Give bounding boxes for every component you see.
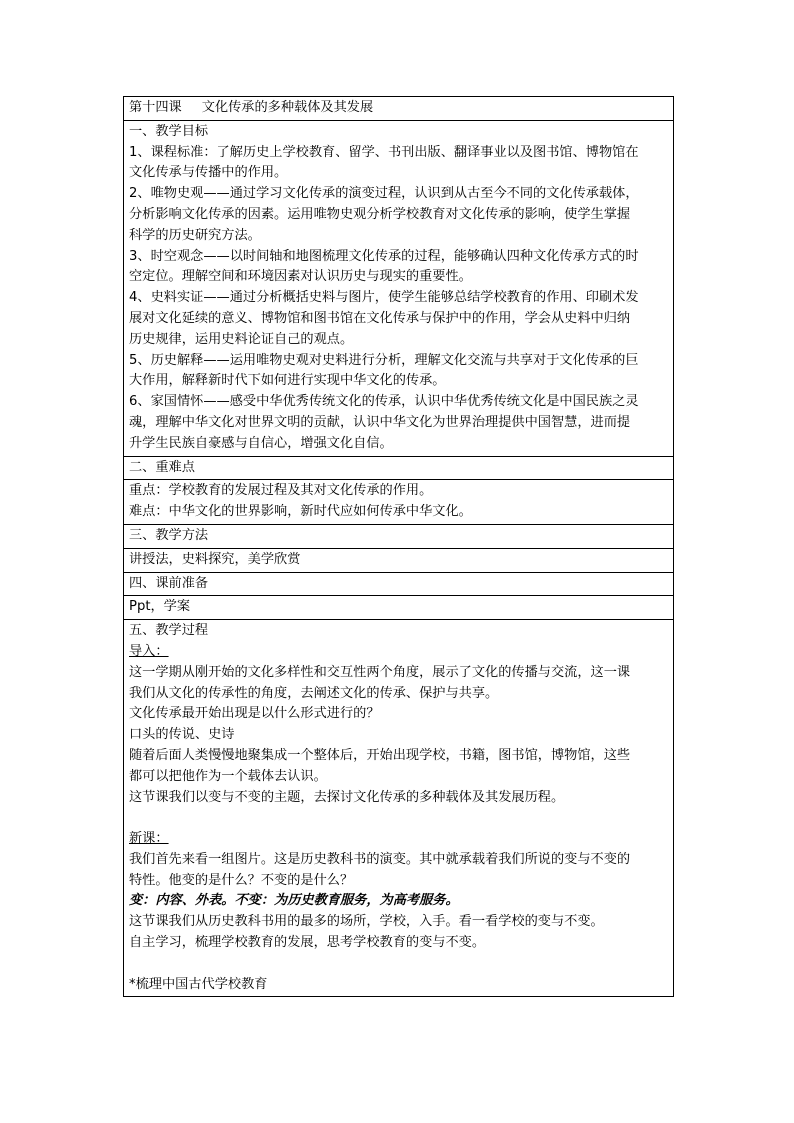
lesson-number: 第十四课 xyxy=(129,100,182,115)
goals-line: 5、历史解释——运用唯物史观对史料进行分析，理解文化交流与共享对于文化传承的巨 xyxy=(129,352,639,368)
goals-line: 升学生民族自豪感与自信心，增强文化自信。 xyxy=(129,435,393,451)
new-lesson-label: 新课： xyxy=(129,831,169,847)
key-points-section xyxy=(124,479,673,524)
prep-text: Ppt，学案 xyxy=(129,599,191,615)
key-points-heading-row xyxy=(124,456,673,480)
methods-text: 讲授法，史料探究，美学欣赏 xyxy=(129,551,301,567)
key-points-heading: 二、重难点 xyxy=(129,459,195,475)
goals-section xyxy=(124,120,673,456)
outline-line: *梳理中国古代学校教育 xyxy=(129,976,268,992)
new-lesson-line: 自主学习，梳理学校教育的发展，思考学校教育的变与不变。 xyxy=(129,935,486,951)
key-point-line: 重点：学校教育的发展过程及其对文化传承的作用。 xyxy=(129,483,433,499)
goals-line: 历史规律，运用史料论证自己的观点。 xyxy=(129,331,354,347)
goals-line: 4、史料实证——通过分析概括史料与图片，使学生能够总结学校教育的作用、印刷术发 xyxy=(129,290,639,306)
emphasis-line: 变：内容、外表。不变：为历史教育服务，为高考服务。 xyxy=(129,893,459,909)
intro-line: 随着后面人类慢慢地聚集成一个整体后，开始出现学校，书籍，图书馆，博物馆，这些 xyxy=(129,747,631,763)
goals-line: 文化传承与传播中的作用。 xyxy=(129,165,288,181)
intro-line: 这节课我们以变与不变的主题，去探讨文化传承的多种载体及其发展历程。 xyxy=(129,789,565,805)
new-lesson-line: 这节课我们从历史教科书用的最多的场所，学校，入手。看一看学校的变与不变。 xyxy=(129,914,604,930)
goals-line: 魂，理解中华文化对世界文明的贡献，认识中华文化为世界治理提供中国智慧，进而提 xyxy=(129,414,631,430)
process-section xyxy=(124,619,673,996)
goals-line: 6、家国情怀——感受中华优秀传统文化的传承，认识中华优秀传统文化是中国民族之灵 xyxy=(129,394,639,410)
methods-heading-row xyxy=(124,524,673,548)
lesson-plan-table xyxy=(123,96,674,997)
intro-line: 我们从文化的传承性的角度，去阐述文化的传承、保护与共享。 xyxy=(129,685,499,701)
prep-heading: 四、课前准备 xyxy=(129,575,209,591)
methods-section xyxy=(124,548,673,572)
spacer xyxy=(129,954,668,975)
goals-line: 大作用，解释新时代下如何进行实现中华文化的传承。 xyxy=(129,373,446,389)
title-row xyxy=(124,97,673,120)
goals-line: 分析影响文化传承的因素。运用唯物史观分析学校教育对文化传承的影响，使学生掌握 xyxy=(129,206,631,222)
new-lesson-line: 我们首先来看一组图片。这是历史教科书的演变。其中就承载着我们所说的变与不变的 xyxy=(129,851,631,867)
goals-line: 2、唯物史观——通过学习文化传承的演变过程，认识到从古至今不同的文化传承载体， xyxy=(129,186,639,202)
methods-heading: 三、教学方法 xyxy=(129,527,209,543)
goals-heading: 一、教学目标 xyxy=(129,123,209,139)
goals-line: 空定位。理解空间和环境因素对认识历史与现实的重要性。 xyxy=(129,269,472,285)
goals-line: 展对文化延续的意义、博物馆和图书馆在文化传承与保护中的作用，学会从史料中归纳 xyxy=(129,310,631,326)
intro-line: 文化传承最开始出现是以什么形式进行的？ xyxy=(129,706,380,722)
goals-line: 3、时空观念——以时间轴和地图梳理文化传承的过程，能够确认四种文化传承方式的时 xyxy=(129,248,639,264)
intro-line: 口头的传说、史诗 xyxy=(129,727,235,743)
lesson-name: 文化传承的多种载体及其发展 xyxy=(201,100,374,115)
process-heading: 五、教学过程 xyxy=(129,623,209,639)
difficult-point-line: 难点：中华文化的世界影响，新时代应如何传承中华文化。 xyxy=(129,504,472,520)
intro-label: 导入： xyxy=(129,643,169,659)
goals-line: 1、课程标准：了解历史上学校教育、留学、书刊出版、翻译事业以及图书馆、博物馆在 xyxy=(129,144,639,160)
intro-line: 都可以把他作为一个载体去认识。 xyxy=(129,768,327,784)
new-lesson-line: 特性。他变的是什么？不变的是什么？ xyxy=(129,872,354,888)
prep-section xyxy=(124,595,673,619)
intro-line: 这一学期从刚开始的文化多样性和交互性两个角度，展示了文化的传播与交流，这一课 xyxy=(129,664,631,680)
spacer xyxy=(129,808,668,829)
goals-line: 科学的历史研究方法。 xyxy=(129,227,261,243)
prep-heading-row xyxy=(124,572,673,596)
